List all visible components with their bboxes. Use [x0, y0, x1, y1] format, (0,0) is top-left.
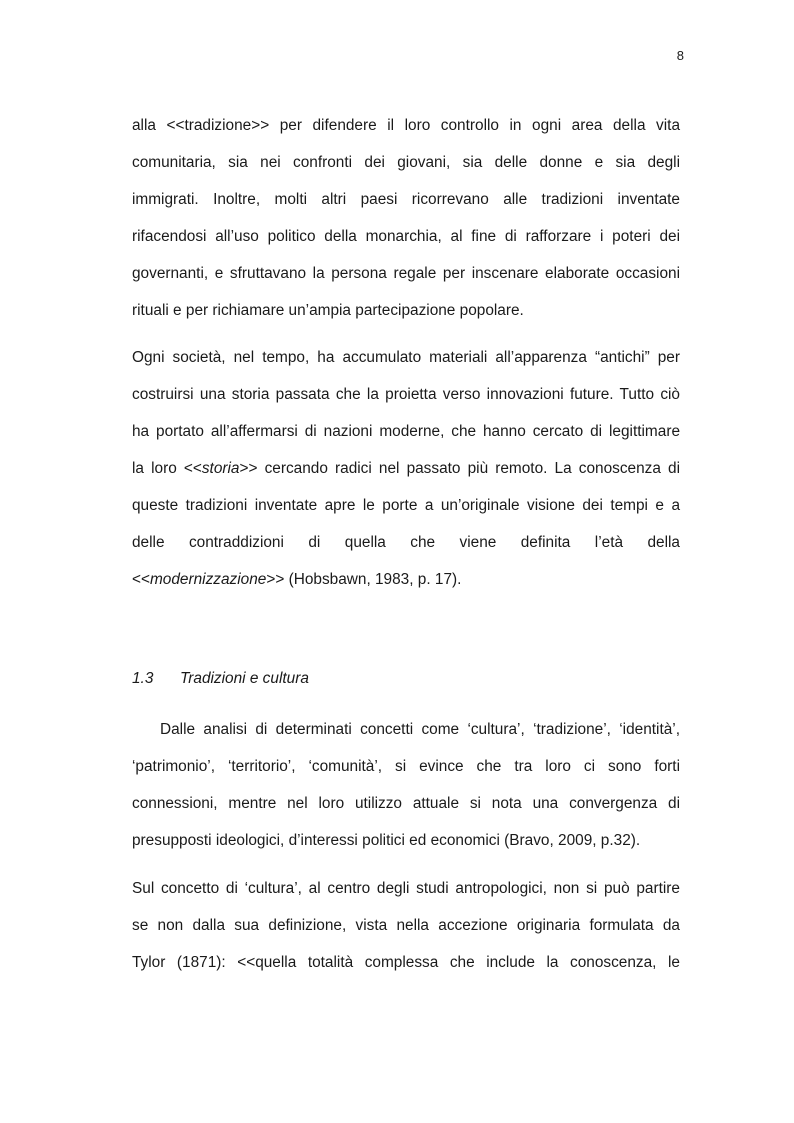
- paragraph-sul-concetto: [132, 879, 680, 990]
- emphasis-storia: storia: [201, 460, 240, 477]
- text-line: alla <<tradizione>> per difendere il loro controllo in ogni area della vita: [132, 117, 680, 134]
- text-fragment: >> (Hobsbawn, 1983, p. 17).: [266, 571, 462, 588]
- text-line: Tylor (1871): <<quella totalità complessa che include la conoscenza, le: [132, 954, 680, 971]
- text-line: ha portato all’affermarsi di nazioni moderne, che hanno cercato di legittimare: [132, 423, 680, 440]
- text-line: rifacendosi all’uso politico della monarchia, al fine di rafforzare i poteri dei: [132, 228, 680, 245]
- paragraph-tradizione-continued: [132, 116, 680, 338]
- emphasis-modernizzazione: modernizzazione: [149, 571, 267, 588]
- text-fragment: >> cercando radici nel passato più remoto. La conoscenza di: [239, 460, 681, 477]
- text-line: connessioni, mentre nel loro utilizzo attuale si nota una convergenza di: [132, 795, 680, 812]
- text-line: presupposti ideologici, d’interessi politici ed economici (Bravo, 2009, p.32).: [132, 832, 641, 849]
- text-line: delle contraddizioni di quella che viene definita l’età della: [132, 534, 680, 551]
- section-heading: [132, 669, 309, 689]
- paragraph-ogni-societa: [132, 348, 680, 607]
- text-fragment: <<: [132, 571, 150, 588]
- text-line: governanti, e sfruttavano la persona regale per inscenare elaborate occasioni: [132, 265, 680, 282]
- paragraph-dalle-analisi: [132, 720, 680, 868]
- text-line: immigrati. Inoltre, molti altri paesi ricorrevano alle tradizioni inventate: [132, 191, 680, 208]
- page-number: 8: [676, 48, 684, 63]
- text-line: [132, 570, 680, 607]
- text-line: rituali e per richiamare un’ampia partecipazione popolare.: [132, 302, 524, 319]
- text-fragment: la loro <<: [132, 460, 202, 477]
- text-line: comunitaria, sia nei confronti dei giovani, sia delle donne e sia degli: [132, 154, 680, 171]
- text-line: Ogni società, nel tempo, ha accumulato materiali all’apparenza “antichi” per: [132, 349, 680, 366]
- text-line: Sul concetto di ‘cultura’, al centro degli studi antropologici, non si può partire: [132, 880, 680, 897]
- text-line: costruirsi una storia passata che la proietta verso innovazioni future. Tutto ciò: [132, 386, 680, 403]
- text-line: [132, 459, 680, 496]
- text-line: queste tradizioni inventate apre le porte a un’originale visione dei tempi e a: [132, 497, 680, 514]
- section-number: 1.3: [132, 670, 154, 687]
- text-line: se non dalla sua definizione, vista nella accezione originaria formulata da: [132, 917, 680, 934]
- section-title: Tradizioni e cultura: [180, 670, 309, 687]
- text-line: Dalle analisi di determinati concetti come ‘cultura’, ‘tradizione’, ‘identità’,: [160, 721, 680, 738]
- text-line: ‘patrimonio’, ‘territorio’, ‘comunità’, si evince che tra loro ci sono forti: [132, 758, 680, 775]
